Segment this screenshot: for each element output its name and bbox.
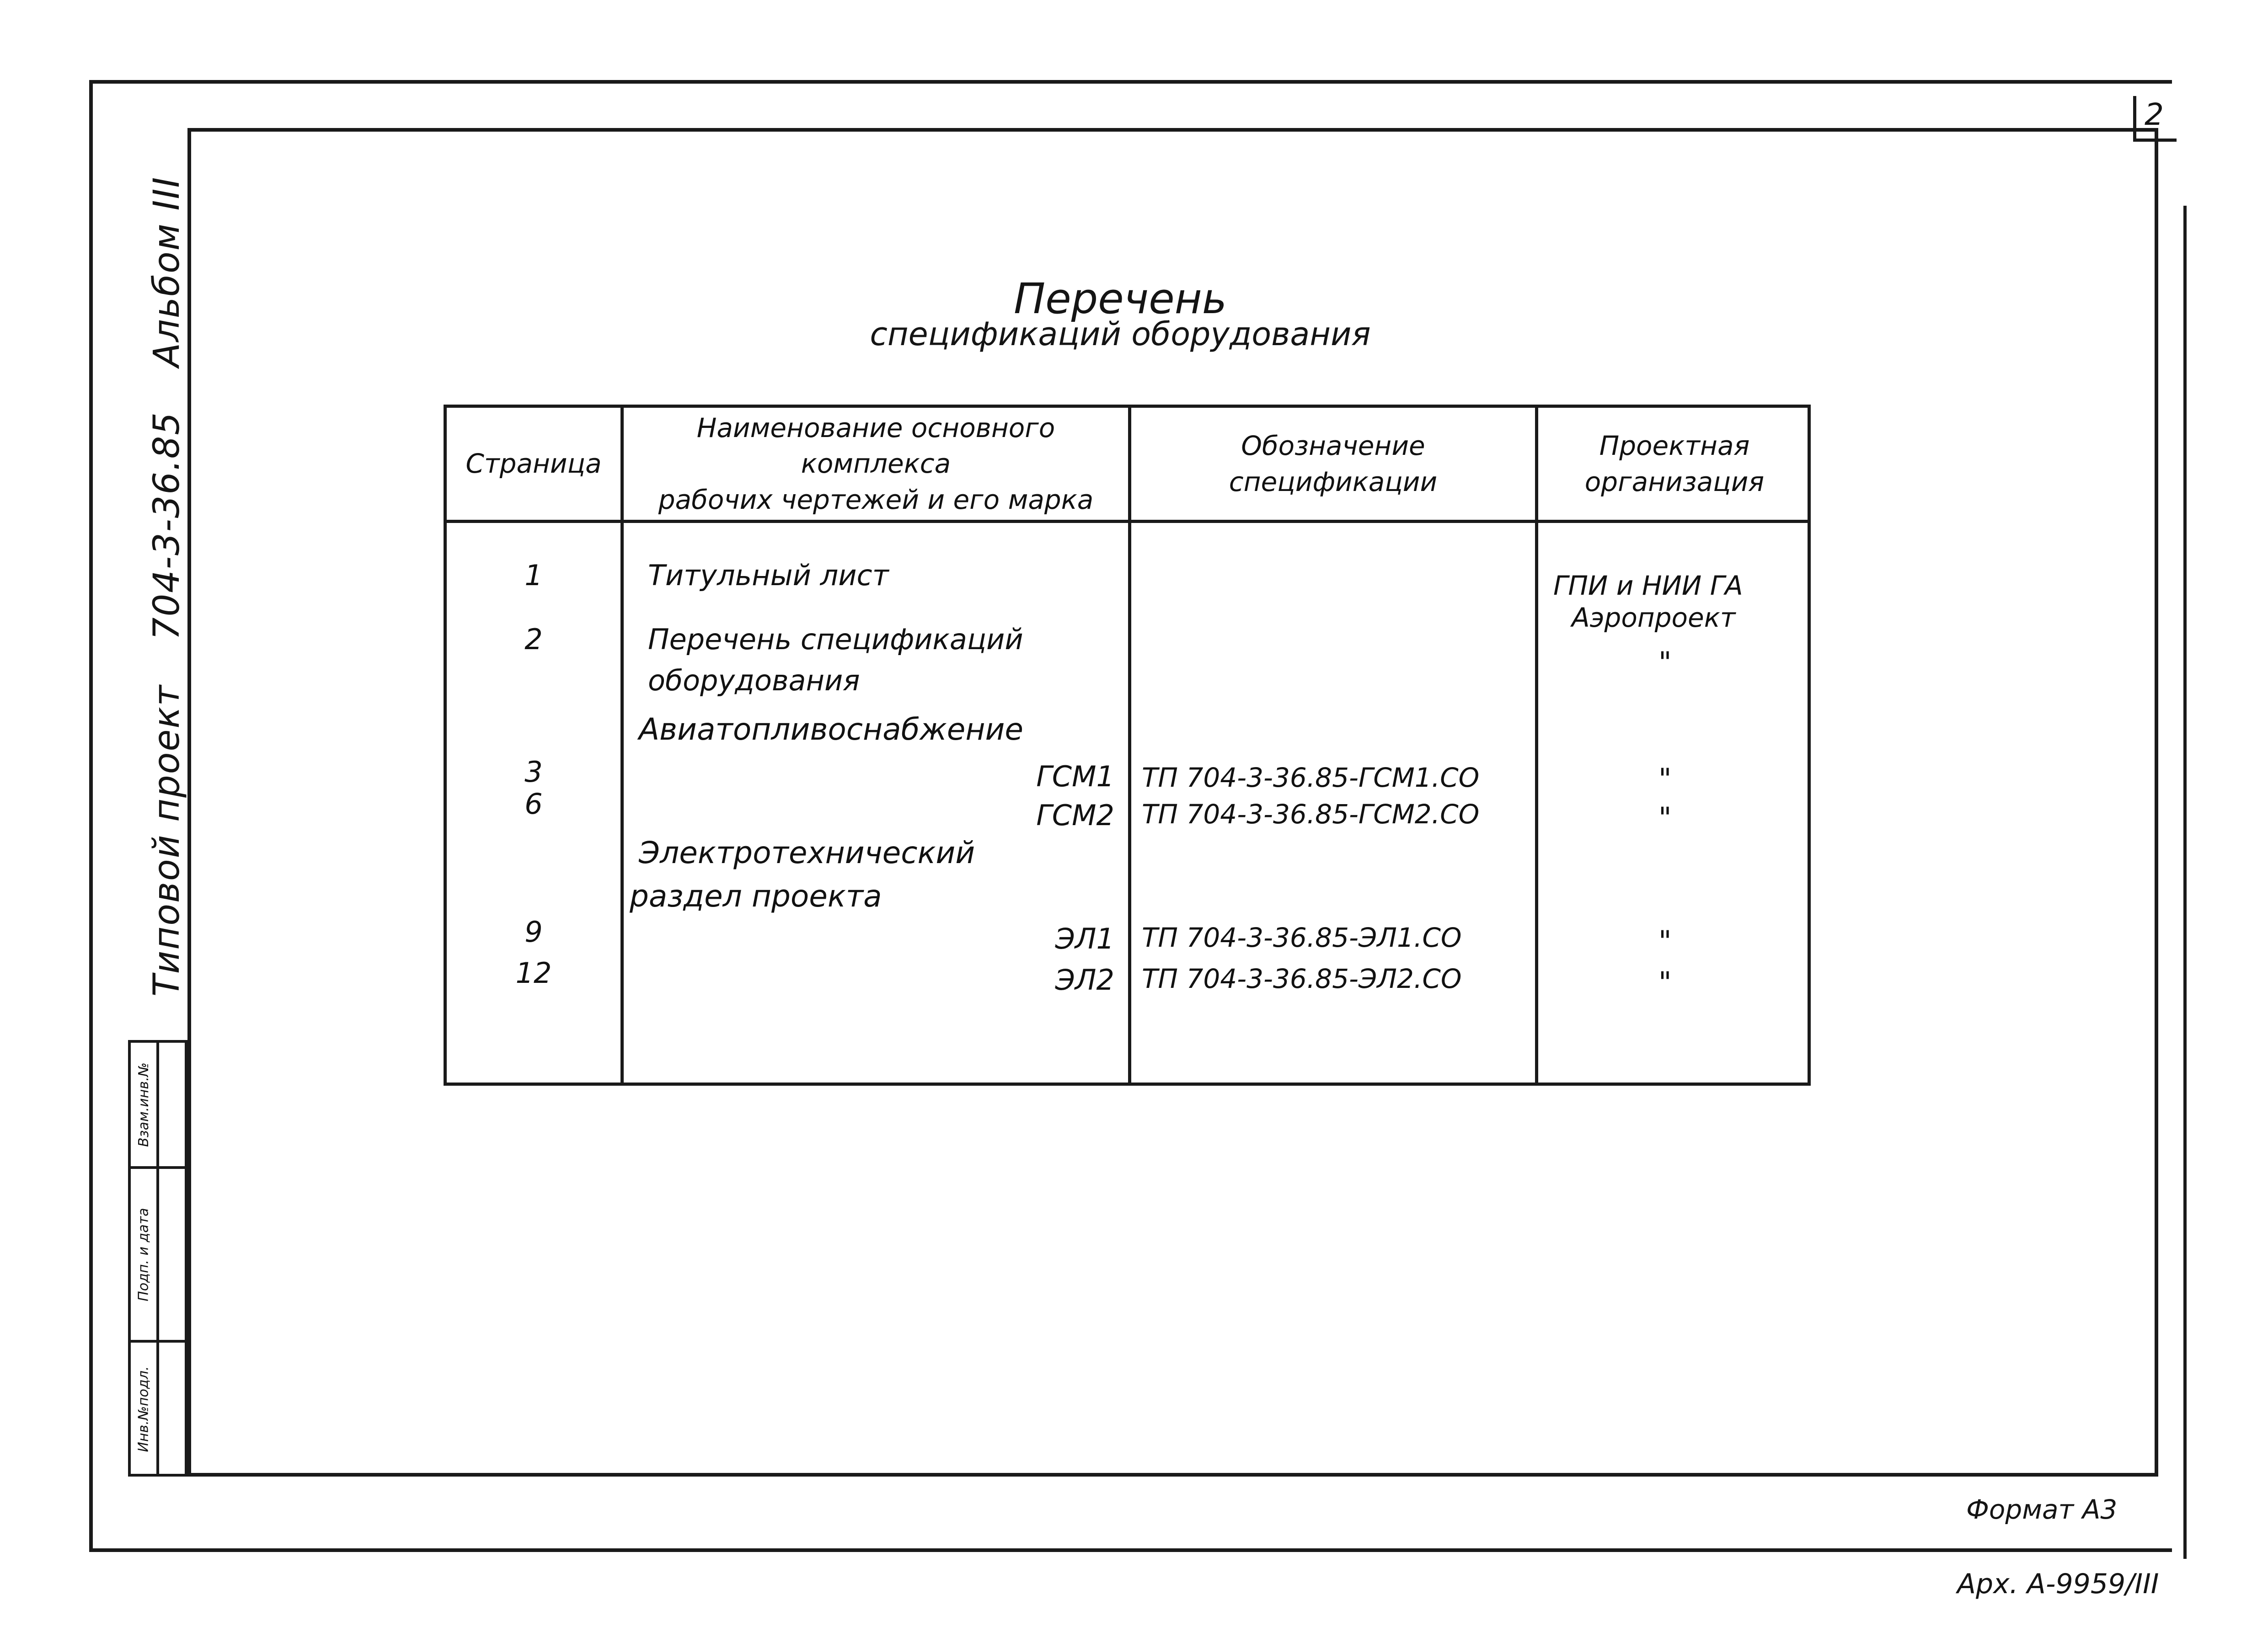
row-page: 3	[524, 755, 543, 789]
archive-label: Арх. А-9959/III	[1957, 1568, 2159, 1600]
section-heading: Электротехнический	[639, 835, 975, 870]
approval-stamp	[128, 1040, 187, 1477]
side-title-code: 704-3-36.85	[146, 411, 187, 640]
header-name-line1: Наименование основного комплекса	[696, 412, 1055, 480]
side-title-album: Альбом III	[146, 176, 187, 368]
row-name: Титульный лист	[648, 559, 889, 592]
header-divider	[447, 520, 1808, 523]
header-org-line1: Проектная	[1599, 430, 1750, 462]
row-page: 2	[524, 623, 543, 656]
section-heading: Авиатопливоснабжение	[639, 712, 1024, 747]
sheet-edge-line	[2183, 206, 2187, 1559]
header-page	[447, 408, 620, 520]
row-mark: ГСМ2	[1036, 799, 1114, 832]
header-designation-line2: спецификации	[1229, 466, 1438, 497]
document-subtitle: спецификаций оборудования	[870, 315, 1371, 353]
row-designation: ТП 704-3-36.85-ЭЛ2.СО	[1142, 963, 1462, 994]
stamp-label-inv-replace: Взам.инв.№	[135, 1062, 152, 1147]
row-organization: "	[1658, 801, 1672, 834]
row-organization: "	[1658, 762, 1672, 795]
stamp-divider-vertical	[156, 1043, 159, 1474]
row-organization: "	[1658, 965, 1672, 999]
header-name	[624, 408, 1128, 520]
row-mark: ЭЛ1	[1055, 922, 1114, 955]
stamp-cell-sign-date	[131, 1169, 156, 1340]
stamp-label-sign-date: Подп. и дата	[135, 1207, 152, 1301]
format-label: Формат А3	[1966, 1494, 2118, 1525]
row-organization: "	[1658, 924, 1672, 958]
header-designation	[1131, 408, 1535, 520]
row-designation: ТП 704-3-36.85-ЭЛ1.СО	[1142, 922, 1462, 953]
row-page: 6	[524, 787, 543, 821]
side-title	[146, 144, 187, 997]
header-page-label: Страница	[465, 448, 602, 480]
sheet-number: 2	[2145, 97, 2164, 132]
column-divider	[1128, 408, 1131, 1083]
stamp-cell-inv-replace	[131, 1043, 156, 1166]
section-heading-line2: раздел проекта	[630, 879, 882, 914]
side-title-project: Типовой проект	[146, 684, 187, 997]
row-page: 12	[515, 956, 552, 990]
stamp-cell-inv-orig	[131, 1343, 156, 1475]
document-title: Перечень	[1013, 274, 1227, 323]
row-mark: ГСМ1	[1036, 760, 1114, 793]
row-name-line2: оборудования	[648, 664, 860, 697]
stamp-label-inv-orig: Инв.№подл.	[135, 1366, 152, 1452]
specification-table	[444, 405, 1811, 1086]
row-organization-line2: Аэропроект	[1572, 602, 1736, 633]
header-designation-line1: Обозначение	[1241, 430, 1425, 462]
row-mark: ЭЛ2	[1055, 963, 1114, 997]
header-name-line2: рабочих чертежей и его марка	[658, 484, 1094, 515]
row-designation: ТП 704-3-36.85-ГСМ1.СО	[1142, 762, 1480, 793]
column-divider	[620, 408, 624, 1083]
row-organization: "	[1658, 645, 1672, 679]
header-organization	[1538, 408, 1811, 520]
row-page: 9	[524, 915, 543, 949]
header-org-line2: организация	[1584, 466, 1765, 497]
row-page: 1	[524, 559, 543, 592]
row-organization: ГПИ и НИИ ГА	[1553, 570, 1743, 601]
row-name: Перечень спецификаций	[648, 623, 1023, 656]
column-divider	[1535, 408, 1538, 1083]
row-designation: ТП 704-3-36.85-ГСМ2.СО	[1142, 799, 1480, 830]
